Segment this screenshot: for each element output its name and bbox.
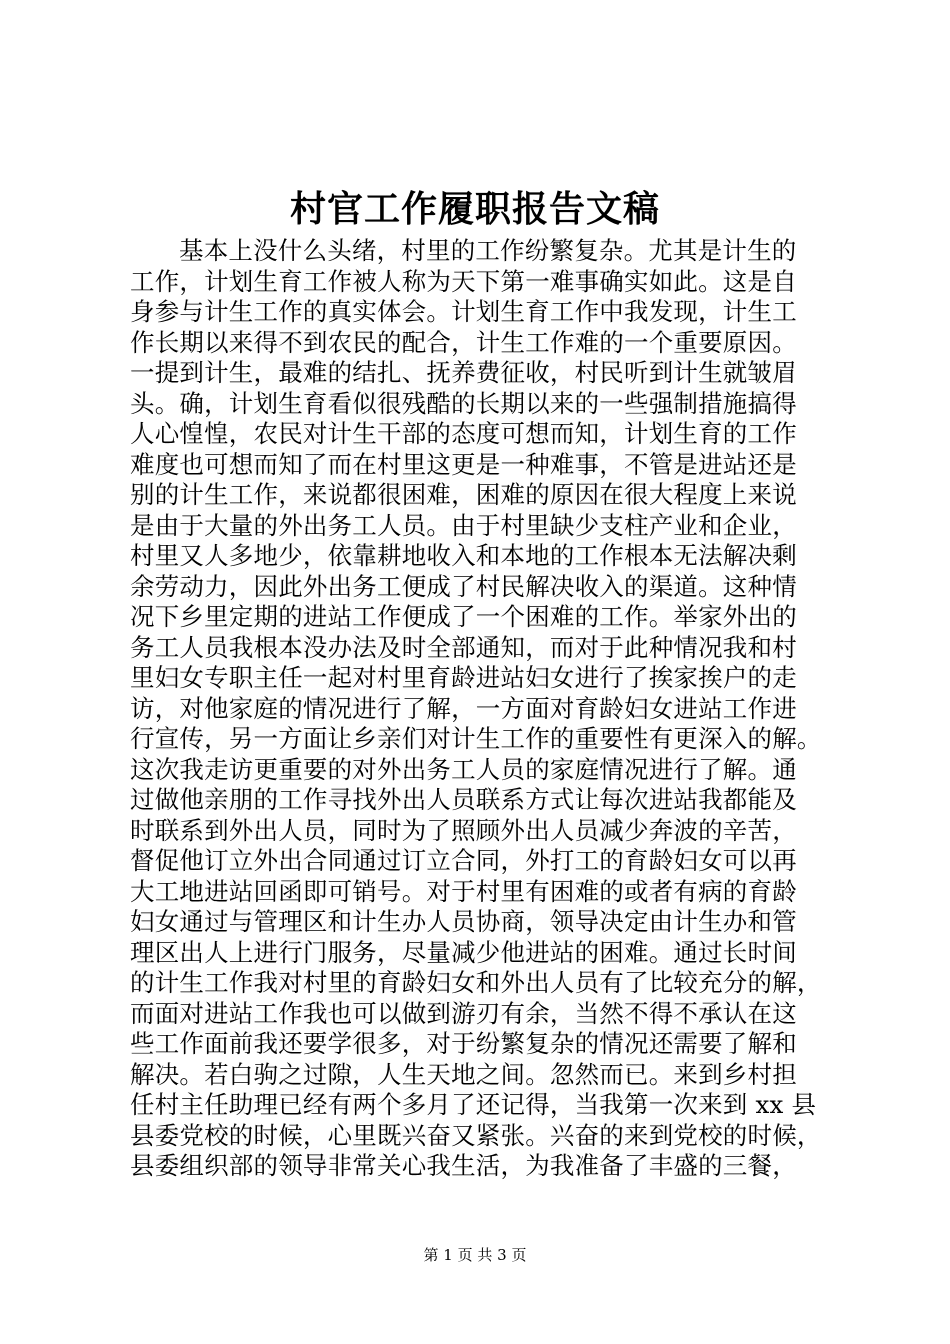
body-line: 难度也可想而知了而在村里这更是一种难事，不管是进站还是 [130, 449, 797, 479]
body-line: 里妇女专职主任一起对村里育龄进站妇女进行了挨家挨户的走 [130, 663, 797, 692]
body-line: 基本上没什么头绪，村里的工作纷繁复杂。尤其是计生的 [179, 236, 797, 265]
body-line: 理区出人上进行门服务，尽量减少他进站的困难。通过长时间 [130, 937, 797, 967]
body-line: 妇女通过与管理区和计生办人员协商，领导决定由计生办和管 [130, 907, 797, 936]
body-line: 县委党校的时候，心里既兴奋又紧张。兴奋的来到党校的时候， [130, 1120, 822, 1150]
body-line: 身参与计生工作的真实体会。计划生育工作中我发现，计生工 [130, 297, 797, 326]
body-line: 一提到计生，最难的结扎、抚养费征收，村民听到计生就皱眉 [130, 358, 797, 387]
page-footer: 第 1 页 共 3 页 [423, 1246, 527, 1264]
body-line: 而面对进站工作我也可以做到游刃有余，当然不得不承认在这 [130, 998, 797, 1028]
body-line: 头。确，计划生育看似很残酷的长期以来的一些强制措施搞得 [130, 388, 797, 418]
body-line: 县委组织部的领导非常关心我生活，为我准备了丰盛的三餐， [130, 1151, 797, 1180]
body-line: 人心惶惶，农民对计生干部的态度可想而知，计划生育的工作 [130, 419, 797, 448]
body-line: 解决。若白驹之过隙，人生天地之间。忽然而已。来到乡村担 [130, 1059, 797, 1089]
body-line: 别的计生工作，来说都很困难，困难的原因在很大程度上来说 [130, 480, 797, 509]
body-line: 访，对他家庭的情况进行了解，一方面对育龄妇女进站工作进 [130, 693, 797, 723]
body-line: 时联系到外出人员，同时为了照顾外出人员减少奔波的辛苦， [130, 815, 797, 845]
body-line: 督促他订立外出合同通过订立合同，外打工的育龄妇女可以再 [130, 846, 797, 875]
body-line: 大工地进站回函即可销号。对于村里有困难的或者有病的育龄 [130, 876, 797, 906]
body-line: 作长期以来得不到农民的配合，计生工作难的一个重要原因。 [130, 327, 797, 357]
document-title: 村官工作履职报告文稿 [289, 188, 660, 230]
body-line: 这次我走访更重要的对外出务工人员的家庭情况进行了解。通 [130, 754, 797, 784]
body-line: 余劳动力，因此外出务工便成了村民解决收入的渠道。这种情 [130, 571, 797, 601]
body-line: 行宣传，另一方面让乡亲们对计生工作的重要性有更深入的解。 [130, 724, 822, 753]
body-line: 任村主任助理已经有两个多月了还记得，当我第一次来到 xx 县 [130, 1090, 817, 1119]
body-line: 过做他亲朋的工作寻找外出人员联系方式让每次进站我都能及 [130, 785, 797, 814]
body-line: 些工作面前我还要学很多，对于纷繁复杂的情况还需要了解和 [130, 1029, 797, 1058]
body-line: 务工人员我根本没办法及时全部通知，而对于此种情况我和村 [130, 632, 797, 662]
body-line: 村里又人多地少，依靠耕地收入和本地的工作根本无法解决剩 [130, 541, 797, 570]
body-line: 工作，计划生育工作被人称为天下第一难事确实如此。这是自 [130, 266, 797, 296]
body-line: 的计生工作我对村里的育龄妇女和外出人员有了比较充分的解， [130, 968, 822, 997]
body-line: 是由于大量的外出务工人员。由于村里缺少支柱产业和企业， [130, 510, 797, 540]
document-body [130, 236, 830, 1182]
body-line: 况下乡里定期的进站工作便成了一个困难的工作。举家外出的 [130, 602, 797, 631]
